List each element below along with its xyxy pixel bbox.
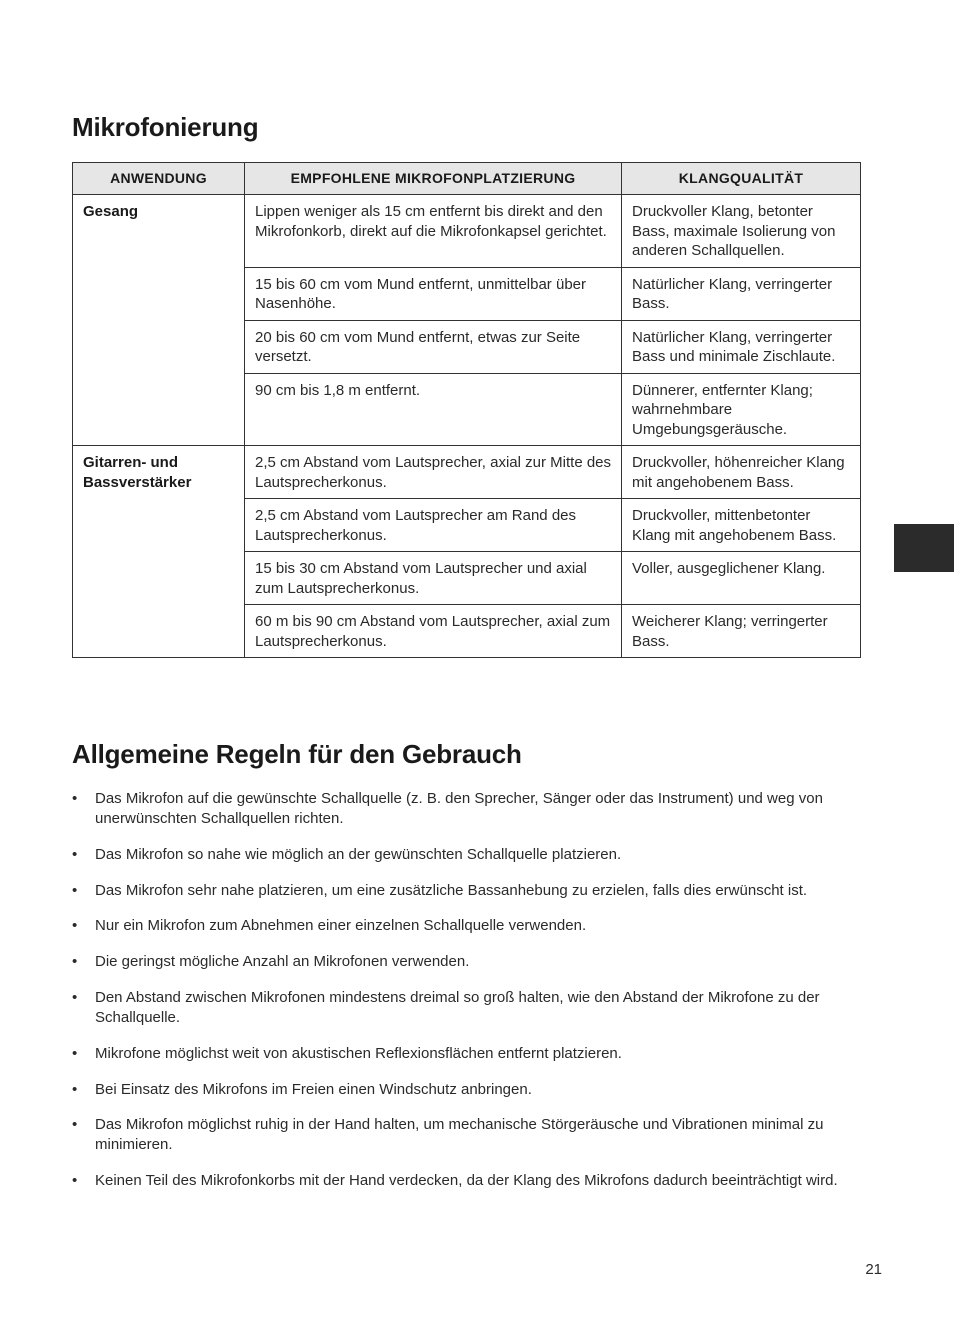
placement-cell: 2,5 cm Abstand vom Lautsprecher am Rand des Lautsprecherkonus.	[245, 499, 622, 552]
quality-cell: Druckvoller Klang, betonter Bass, maximale Isolierung von anderen Schallquellen.	[622, 195, 861, 268]
list-item-text: Die geringst mögliche Anzahl an Mikrofonen verwenden.	[95, 953, 470, 971]
list-item	[72, 1171, 862, 1191]
placement-cell: 15 bis 30 cm Abstand vom Lautsprecher und axial zum Lautsprecherkonus.	[245, 552, 622, 605]
list-item-text: Mikrofone möglichst weit von akustischen Reflexionsflächen entfernt platzieren.	[95, 1044, 622, 1062]
list-item-text: Nur ein Mikrofon zum Abnehmen einer einzelnen Schallquelle verwenden.	[95, 917, 587, 935]
bullet-icon: •	[72, 953, 78, 971]
bullet-icon: •	[72, 917, 78, 935]
quality-cell: Natürlicher Klang, verringerter Bass und minimale Zischlaute.	[622, 320, 861, 373]
placement-cell: 90 cm bis 1,8 m entfernt.	[245, 373, 622, 446]
page-number: 21	[865, 1261, 882, 1278]
list-item	[72, 1044, 862, 1064]
section-tab-marker	[894, 524, 954, 572]
placement-cell: 15 bis 60 cm vom Mund entfernt, unmittelbar über Nasenhöhe.	[245, 267, 622, 320]
quality-cell: Dünnerer, entfernter Klang; wahrnehmbare Umgebungsgeräusche.	[622, 373, 861, 446]
list-item-text: Das Mikrofon sehr nahe platzieren, um eine zusätzliche Bassanhebung zu erzielen, falls dies erwünscht ist.	[95, 881, 808, 899]
bullet-icon: •	[72, 1080, 78, 1098]
list-item	[72, 1080, 862, 1100]
list-item-text: Keinen Teil des Mikrofonkorbs mit der Hand verdecken, da der Klang des Mikrofons dadurch beeinträchtigt wird.	[95, 1172, 838, 1190]
application-cell-vocals: Gesang	[73, 195, 245, 446]
list-item-text: Das Mikrofon so nahe wie möglich an der gewünschten Schallquelle platzieren.	[95, 845, 622, 863]
quality-cell: Weicherer Klang; verringerter Bass.	[622, 605, 861, 658]
placement-cell: 60 m bis 90 cm Abstand vom Lautsprecher, axial zum Lautsprecherkonus.	[245, 605, 622, 658]
list-item	[72, 952, 862, 972]
header-placement: EMPFOHLENE MIKROFONPLATZIERUNG	[245, 163, 622, 195]
list-item	[72, 988, 862, 1028]
list-item-text: Bei Einsatz des Mikrofons im Freien einen Windschutz anbringen.	[95, 1080, 532, 1098]
bullet-icon: •	[72, 988, 78, 1006]
list-item	[72, 881, 862, 901]
bullet-icon: •	[72, 790, 78, 807]
list-item	[72, 1115, 862, 1155]
header-sound-quality: KLANGQUALITÄT	[622, 163, 861, 195]
bullet-icon: •	[72, 1172, 78, 1190]
quality-cell: Druckvoller, mittenbetonter Klang mit angehobenem Bass.	[622, 499, 861, 552]
header-application: ANWENDUNG	[73, 163, 245, 195]
list-item	[72, 916, 862, 936]
list-item-text: Das Mikrofon auf die gewünschte Schallquelle (z. B. den Sprecher, Sänger oder das Instrument) und weg von unerwünschten Schallquellen richten.	[95, 790, 823, 827]
table-header-row	[73, 163, 861, 195]
list-item	[72, 789, 862, 829]
table-row	[73, 446, 861, 499]
list-item-text: Den Abstand zwischen Mikrofonen mindestens dreimal so groß halten, wie den Abstand der Mikrofone zu der Schallquelle.	[95, 988, 820, 1026]
list-item	[72, 845, 862, 865]
section-title-general-rules: Allgemeine Regeln für den Gebrauch	[72, 739, 522, 769]
bullet-icon: •	[72, 1116, 78, 1134]
quality-cell: Druckvoller, höhenreicher Klang mit angehobenem Bass.	[622, 446, 861, 499]
rules-list	[72, 789, 862, 1207]
list-item-text: Das Mikrofon möglichst ruhig in der Hand halten, um mechanische Störgeräusche und Vibrationen minimal zu minimieren.	[95, 1116, 824, 1154]
bullet-icon: •	[72, 1044, 78, 1062]
table-row	[73, 195, 861, 268]
quality-cell: Voller, ausgeglichener Klang.	[622, 552, 861, 605]
bullet-icon: •	[72, 881, 78, 899]
placement-cell: Lippen weniger als 15 cm entfernt bis direkt and den Mikrofonkorb, direkt auf die Mikrofonkapsel gerichtet.	[245, 195, 622, 268]
placement-cell: 20 bis 60 cm vom Mund entfernt, etwas zur Seite versetzt.	[245, 320, 622, 373]
placement-cell: 2,5 cm Abstand vom Lautsprecher, axial zur Mitte des Lautsprecherkonus.	[245, 446, 622, 499]
quality-cell: Natürlicher Klang, verringerter Bass.	[622, 267, 861, 320]
application-cell-amplifiers: Gitarren- und Bassverstärker	[73, 446, 245, 658]
section-title-mikrofonierung: Mikrofonierung	[72, 112, 259, 142]
bullet-icon: •	[72, 845, 78, 863]
microphone-placement-table	[72, 162, 861, 658]
